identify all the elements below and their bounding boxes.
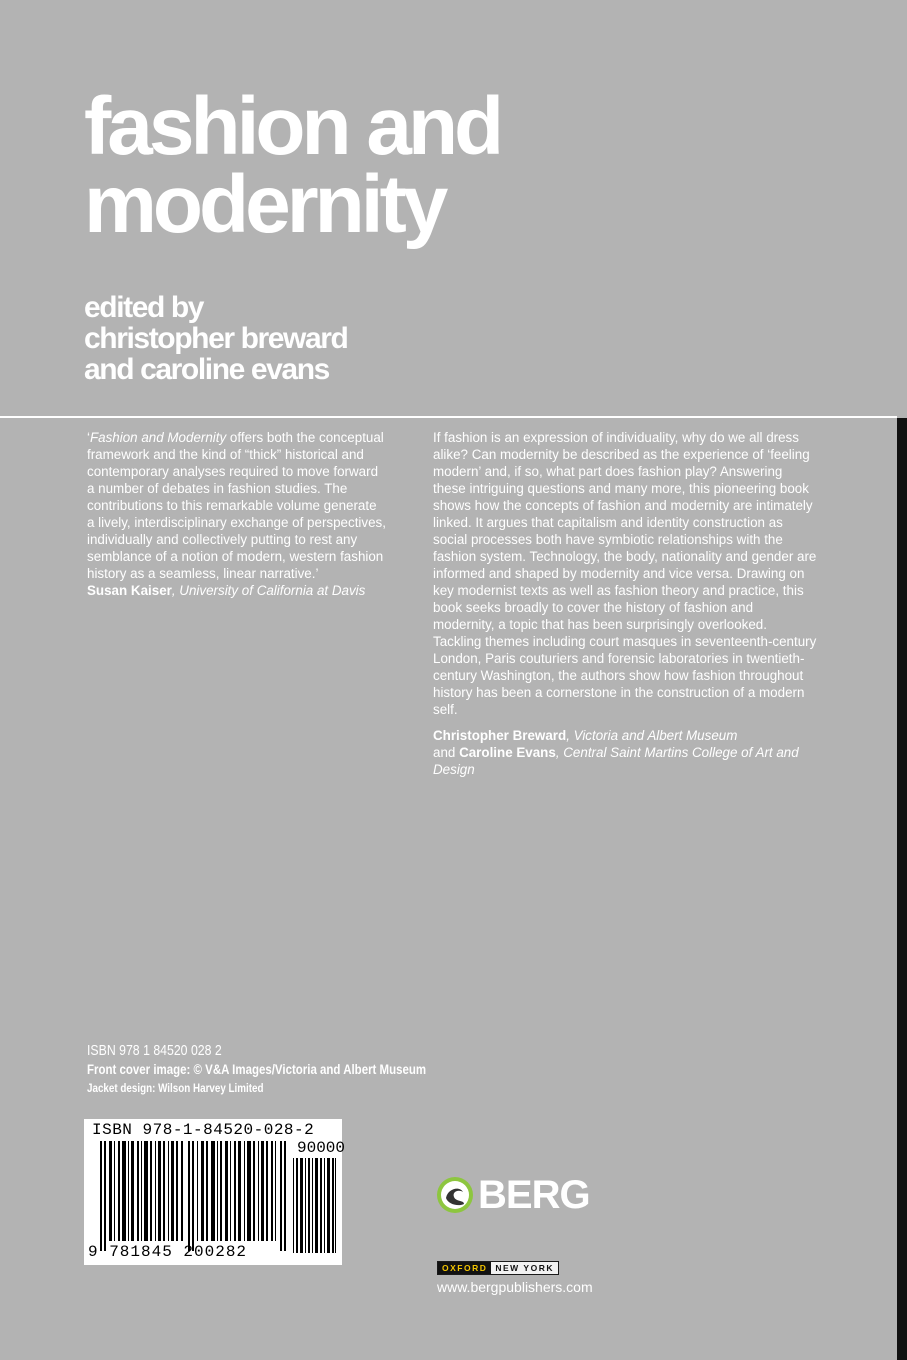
barcode-price-code: 90000 — [297, 1139, 346, 1157]
berg-swirl-icon — [436, 1176, 474, 1214]
editors-line-2: christopher breward — [84, 322, 348, 355]
barcode-isbn-label: ISBN 978-1-84520-028-2 — [92, 1121, 315, 1139]
author2-affiliation: , Central Saint Martins College of Art and Design — [433, 745, 799, 777]
ean-barcode — [100, 1141, 288, 1251]
and-word: and — [433, 745, 460, 760]
book-title — [84, 81, 501, 250]
city-oxford: OXFORD — [438, 1262, 491, 1274]
editors-block — [84, 292, 347, 385]
quote-affiliation: , University of California at Davis — [171, 583, 366, 598]
city-new-york: NEW YORK — [491, 1262, 558, 1274]
isbn-text: ISBN 978 1 84520 028 2 — [87, 1042, 222, 1059]
spine-edge-bar — [897, 418, 907, 1360]
divider-rule — [0, 416, 897, 418]
book-title-line-1: fashion and — [84, 81, 501, 172]
author1-affiliation: , Victoria and Albert Museum — [566, 728, 738, 743]
book-title-line-2: modernity — [84, 159, 445, 250]
author1-name: Christopher Breward — [433, 728, 567, 743]
publisher-url: www.bergpublishers.com — [437, 1279, 593, 1295]
quote-author: Susan Kaiser — [87, 583, 172, 598]
barcode-panel — [84, 1119, 346, 1265]
price-addon-barcode — [293, 1158, 337, 1253]
quote-book-title: Fashion and Modernity — [89, 430, 227, 445]
endorsement-quote — [87, 429, 387, 599]
jacket-design-credit: Jacket design: Wilson Harvey Limited — [87, 1081, 264, 1095]
barcode-ean-digits: 9 781845 200282 — [88, 1243, 248, 1261]
credits-block — [87, 1041, 426, 1098]
publisher-cities — [437, 1261, 559, 1275]
quote-text: offers both the conceptual framework and the kind of “thick” historical and contemporary analyses required to move forward a number of debates in fashion studies. The contributions to this remarkable volume generate a lively, interdisciplinary exchange of perspectives, individually and collectively putting to rest any semblance of a notion of modern, western fashion history as a seamless, linear narrative.’ — [87, 430, 386, 581]
editors-line-3: and caroline evans — [84, 353, 329, 386]
description-text: If fashion is an expression of individuality, why do we all dress alike? Can modernity be described as the experience of ‘feeling modern’ and, if so, what part does fashion play? Answering these intriguing questions and many more, this pioneering book shows how the concepts of fashion and modernity are intimately linked. It argues that capitalism and identity construction as social processes both have symbiotic relationships with the fashion system. Technology, the body, nationality and gender are informed and shaped by modernity and vice versa. Drawing on key modernist texts as well as fashion theory and practice, this book seeks broadly to cover the history of fashion and modernity, a topic that has been surprisingly overlooked. Tackling themes including court masques in seventeenth-century London, Paris couturiers and forensic laboratories in twentieth-century Washington, the authors show how fashion throughout history has been a cornerstone in the construction of a modern self. — [433, 430, 817, 717]
book-description — [433, 429, 818, 778]
publisher-logo — [436, 1175, 590, 1215]
cover-image-credit: Front cover image: © V&A Images/Victoria and Albert Museum — [87, 1061, 427, 1077]
author-credits — [433, 727, 818, 778]
author2-name: Caroline Evans — [459, 745, 556, 760]
quote-open-mark: ‘ — [87, 430, 90, 445]
publisher-name: BERG — [478, 1173, 590, 1217]
editors-line-1: edited by — [84, 291, 204, 324]
